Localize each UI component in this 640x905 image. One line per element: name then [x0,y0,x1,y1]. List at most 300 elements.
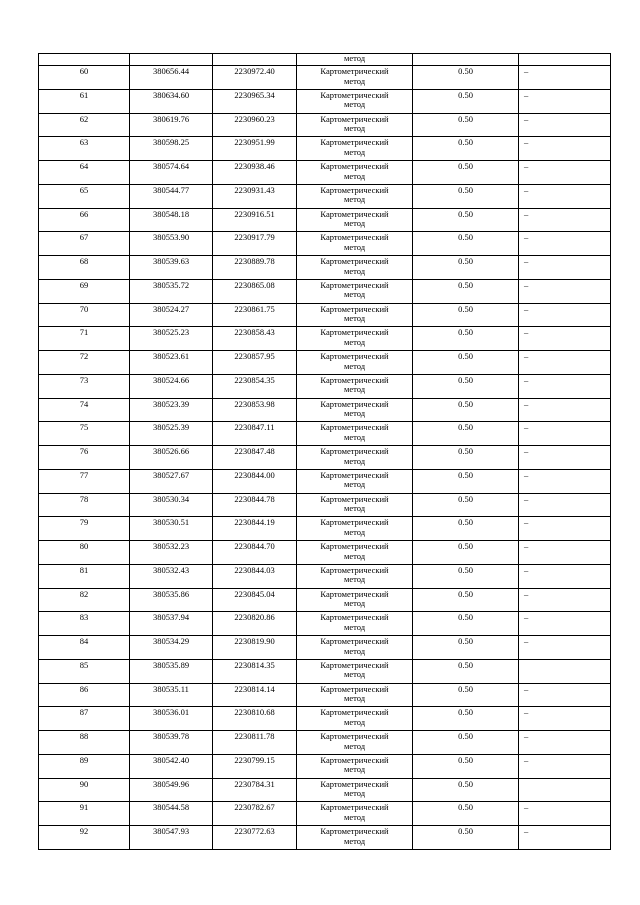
method-line-2: метод [343,764,366,775]
table-row [39,303,611,327]
method-line-2: метод [343,645,366,656]
method-line-1: Картометрический [320,707,389,718]
cell-number: 66 [39,208,130,232]
method-line-1: Картометрический [320,588,389,599]
cell-number: 76 [39,446,130,470]
cell-y: 2230814.35 [213,659,297,683]
cell-x: 380530.51 [130,517,213,541]
cell-number: 92 [39,826,130,850]
table-row [39,754,611,778]
cell-number: 60 [39,66,130,90]
cell-number: 63 [39,137,130,161]
cell-x: 380542.40 [130,754,213,778]
table-row [39,256,611,280]
cell-extra: – [519,161,611,185]
method-line-2: метод [343,75,366,86]
cell-x: 380535.72 [130,279,213,303]
table-row [39,659,611,683]
cell-extra: – [519,517,611,541]
method-line-2: метод [343,313,366,323]
cell-accuracy: 0.50 [413,208,519,232]
cell-y: 2230847.48 [213,446,297,470]
method-line-1: Картометрический [320,541,389,551]
cell-y: 2230784.31 [213,778,297,802]
cell-y: 2230845.04 [213,588,297,612]
method-line-2: метод [343,289,366,300]
cell-accuracy: 0.50 [413,564,519,588]
cell-method [297,184,413,208]
method-line-1: Картометрический [320,826,389,836]
cell-extra: – [519,232,611,256]
cell-x: 380553.90 [130,232,213,256]
method-line-2: метод [343,170,366,181]
cell-extra: – [519,707,611,731]
cell-method [297,351,413,375]
cell-y: 2230889.78 [213,256,297,280]
method-line-2: метод [343,526,366,537]
cell-x: 380532.43 [130,564,213,588]
cell-accuracy: 0.50 [413,802,519,826]
table-row [39,564,611,588]
cell-extra: – [519,588,611,612]
cell-x: 380544.58 [130,802,213,826]
cell-y: 2230865.08 [213,279,297,303]
cell-accuracy: 0.50 [413,89,519,113]
table-row [39,469,611,493]
cell-x: 380523.39 [130,398,213,422]
cell-extra: – [519,327,611,351]
cell-accuracy: 0.50 [413,374,519,398]
table-row [39,89,611,113]
cell-method [297,137,413,161]
table-row [39,279,611,303]
cell-accuracy [413,54,519,66]
method-line-1: Картометрический [320,659,389,670]
cell-method [297,683,413,707]
cell-method [297,493,413,517]
cell-method [297,541,413,565]
table-row [39,826,611,850]
method-line-2: метод [343,835,366,846]
cell-y: 2230844.78 [213,493,297,517]
method-line-2: метод [343,194,366,205]
cell-y: 2230820.86 [213,612,297,636]
cell-y: 2230810.68 [213,707,297,731]
cell-accuracy: 0.50 [413,754,519,778]
cell-y: 2230799.15 [213,754,297,778]
cell-number: 90 [39,778,130,802]
method-line-1: Картометрический [320,327,389,338]
cell-accuracy: 0.50 [413,398,519,422]
cell-extra: – [519,66,611,90]
method-line-2: метод [343,408,366,418]
cell-y: 2230847.11 [213,422,297,446]
method-line-1: Картометрический [320,113,389,124]
table-row [39,232,611,256]
cell-x: 380574.64 [130,161,213,185]
method-line-1: Картометрический [320,208,389,219]
method-line-1: Картометрический [320,802,389,813]
cell-accuracy: 0.50 [413,683,519,707]
cell-accuracy: 0.50 [413,232,519,256]
method-line-1: Картометрический [320,232,389,243]
method-line-2: метод [343,716,366,727]
cell-y: 2230782.67 [213,802,297,826]
table-row [39,446,611,470]
method-line-2: метод [343,621,366,632]
cell-extra: – [519,113,611,137]
cell-accuracy: 0.50 [413,113,519,137]
table-row [39,517,611,541]
cell-accuracy: 0.50 [413,541,519,565]
method-line-2: метод [343,811,366,822]
table-row [39,351,611,375]
cell-method [297,327,413,351]
cell-x: 380526.66 [130,446,213,470]
cell-number: 78 [39,493,130,517]
cell-accuracy: 0.50 [413,636,519,660]
document-page [38,53,610,850]
cell-x: 380634.60 [130,89,213,113]
cell-extra: – [519,754,611,778]
cell-method [297,303,413,327]
cell-number: 72 [39,351,130,375]
cell-number: 75 [39,422,130,446]
method-line-2: метод [343,218,366,228]
cell-x: 380656.44 [130,66,213,90]
cell-method [297,588,413,612]
method-line-1: Картометрический [320,398,389,409]
cell-accuracy: 0.50 [413,517,519,541]
table-row [39,66,611,90]
cell-method [297,446,413,470]
cell-accuracy: 0.50 [413,493,519,517]
table-row-continuation [39,54,611,66]
cell-method [297,232,413,256]
cell-number: 77 [39,469,130,493]
cell-x: 380525.23 [130,327,213,351]
cell-accuracy: 0.50 [413,279,519,303]
cell-number: 64 [39,161,130,185]
cell-extra: – [519,446,611,470]
cell-number: 69 [39,279,130,303]
table-row [39,161,611,185]
cell-number: 70 [39,303,130,327]
cell-y: 2230917.79 [213,232,297,256]
cell-x: 380523.61 [130,351,213,375]
table-row [39,636,611,660]
cell-x: 380619.76 [130,113,213,137]
cell-extra: – [519,279,611,303]
method-line-1: Картометрический [320,469,389,480]
cell-method [297,731,413,755]
cell-method [297,161,413,185]
cell-x: 380598.25 [130,137,213,161]
method-line-1: Картометрический [320,161,389,171]
method-line-2: метод [343,740,366,751]
cell-method [297,612,413,636]
cell-method [297,517,413,541]
method-line-1: Картометрический [320,184,389,195]
method-line-2: метод [343,455,366,466]
cell-accuracy: 0.50 [413,469,519,493]
method-line-1: Картометрический [320,374,389,385]
method-line-2: метод [343,99,366,110]
cell-x: 380549.96 [130,778,213,802]
table-row [39,374,611,398]
table-row [39,184,611,208]
method-line-1: Картометрический [320,66,389,76]
cell-x: 380535.86 [130,588,213,612]
cell-y: 2230931.43 [213,184,297,208]
cell-y: 2230951.99 [213,137,297,161]
cell-method [297,469,413,493]
method-line-2: метод [343,241,366,252]
cell-accuracy: 0.50 [413,588,519,612]
cell-y: 2230844.00 [213,469,297,493]
cell-number: 79 [39,517,130,541]
cell-method: метод [297,54,413,66]
method-line-2: метод [343,360,366,371]
cell-x: 380535.89 [130,659,213,683]
cell-number: 71 [39,327,130,351]
cell-x: 380524.27 [130,303,213,327]
method-line-2: метод [343,669,366,680]
table-row [39,208,611,232]
method-line-2: метод [343,384,366,395]
cell-y: 2230814.14 [213,683,297,707]
cell-x: 380530.34 [130,493,213,517]
cell-accuracy: 0.50 [413,731,519,755]
cell-number: 73 [39,374,130,398]
cell-x: 380532.23 [130,541,213,565]
table-row [39,731,611,755]
cell-method [297,89,413,113]
cell-accuracy: 0.50 [413,707,519,731]
method-line-2: метод [343,479,366,490]
table-row [39,327,611,351]
cell-extra: – [519,541,611,565]
method-line-2: метод [343,550,366,561]
cell-extra: – [519,351,611,375]
method-line-1: Картометрический [320,89,389,100]
cell-y: 2230819.90 [213,636,297,660]
cell-number: 88 [39,731,130,755]
cell-method [297,398,413,422]
cell-number: 67 [39,232,130,256]
cell-extra: – [519,137,611,161]
cell-x: 380536.01 [130,707,213,731]
cell-y: 2230772.63 [213,826,297,850]
cell-number: 87 [39,707,130,731]
cell-accuracy: 0.50 [413,659,519,683]
method-line-2: метод [343,788,366,798]
method-line-1: Картометрический [320,256,389,266]
cell-number: 82 [39,588,130,612]
cell-number: 89 [39,754,130,778]
table-row [39,493,611,517]
cell-extra [519,54,611,66]
cell-method [297,279,413,303]
coordinates-table-body [39,54,611,850]
cell-extra: – [519,683,611,707]
cell-accuracy: 0.50 [413,256,519,280]
cell-method [297,778,413,802]
cell-number: 86 [39,683,130,707]
table-row [39,541,611,565]
cell-accuracy: 0.50 [413,446,519,470]
cell-extra: – [519,398,611,422]
cell-method [297,659,413,683]
table-row [39,707,611,731]
method-line-1: Картометрический [320,493,389,504]
cell-extra: – [519,636,611,660]
table-row [39,802,611,826]
cell-y: 2230916.51 [213,208,297,232]
method-line-2: метод [343,431,366,442]
method-line-1: Картометрический [320,351,389,361]
cell-x: 380539.78 [130,731,213,755]
table-row [39,113,611,137]
cell-method [297,636,413,660]
cell-number: 62 [39,113,130,137]
method-line-2: метод [343,693,366,703]
cell-method [297,707,413,731]
cell-y: 2230861.75 [213,303,297,327]
cell-extra: – [519,493,611,517]
cell-y: 2230858.43 [213,327,297,351]
cell-extra: – [519,184,611,208]
method-line-2: метод [343,336,366,347]
cell-method [297,826,413,850]
cell-extra: – [519,731,611,755]
cell-number: 81 [39,564,130,588]
cell-accuracy: 0.50 [413,422,519,446]
cell-y: 2230857.95 [213,351,297,375]
table-row [39,778,611,802]
cell-x: 380534.29 [130,636,213,660]
cell-number: 61 [39,89,130,113]
cell-x: 380539.63 [130,256,213,280]
cell-method [297,802,413,826]
cell-accuracy: 0.50 [413,612,519,636]
method-line-2: метод [343,123,366,133]
method-line-1: Картометрический [320,683,389,694]
cell-method [297,754,413,778]
table-row [39,612,611,636]
method-line-1: Картометрический [320,636,389,646]
cell-accuracy: 0.50 [413,137,519,161]
cell-accuracy: 0.50 [413,161,519,185]
cell-number: 84 [39,636,130,660]
cell-method [297,256,413,280]
method-line-1: Картометрический [320,564,389,575]
method-line-2: метод [343,598,366,608]
cell-y: 2230844.19 [213,517,297,541]
cell-accuracy: 0.50 [413,778,519,802]
method-line-1: Картометрический [320,137,389,148]
cell-x: 380527.67 [130,469,213,493]
cell-accuracy: 0.50 [413,826,519,850]
cell-extra [519,778,611,802]
table-row [39,422,611,446]
cell-accuracy: 0.50 [413,327,519,351]
table-row [39,683,611,707]
cell-extra: – [519,89,611,113]
cell-number: 83 [39,612,130,636]
coordinates-table [38,53,611,850]
method-line-2: метод [343,503,366,513]
cell-method [297,66,413,90]
cell-extra: – [519,564,611,588]
method-line-1: Картометрический [320,303,389,314]
cell-x: 380544.77 [130,184,213,208]
cell-y: 2230853.98 [213,398,297,422]
cell-number: 85 [39,659,130,683]
cell-number: 74 [39,398,130,422]
method-line-2: метод [343,265,366,276]
cell-extra: – [519,208,611,232]
cell-accuracy: 0.50 [413,303,519,327]
method-line-1: Картометрический [320,778,389,789]
cell-extra: – [519,303,611,327]
cell-number: 68 [39,256,130,280]
cell-x: 380547.93 [130,826,213,850]
cell-number [39,54,130,66]
method-line-2: метод [343,146,366,157]
cell-y: 2230854.35 [213,374,297,398]
cell-x: 380525.39 [130,422,213,446]
table-row [39,137,611,161]
cell-extra: – [519,422,611,446]
cell-number: 80 [39,541,130,565]
cell-number: 91 [39,802,130,826]
cell-x: 380537.94 [130,612,213,636]
cell-method [297,113,413,137]
cell-y: 2230938.46 [213,161,297,185]
method-line-1: Картометрический [320,279,389,290]
cell-y: 2230972.40 [213,66,297,90]
cell-number: 65 [39,184,130,208]
method-line-1: Картометрический [320,517,389,528]
cell-accuracy: 0.50 [413,184,519,208]
table-row [39,588,611,612]
cell-method [297,422,413,446]
cell-y: 2230844.03 [213,564,297,588]
cell-extra: – [519,374,611,398]
cell-x: 380535.11 [130,683,213,707]
cell-x: 380548.18 [130,208,213,232]
cell-extra: – [519,826,611,850]
cell-method [297,564,413,588]
cell-extra: – [519,469,611,493]
method-line-2: метод [343,574,366,585]
cell-extra: – [519,256,611,280]
method-line-1: Картометрический [320,754,389,765]
table-row [39,398,611,422]
method-line-1: Картометрический [320,731,389,741]
cell-method [297,374,413,398]
cell-y: 2230811.78 [213,731,297,755]
cell-method [297,208,413,232]
cell-y: 2230844.70 [213,541,297,565]
method-line-1: Картометрический [320,422,389,433]
method-line-1: Картометрический [320,446,389,456]
cell-extra: – [519,612,611,636]
cell-y: 2230965.34 [213,89,297,113]
cell-accuracy: 0.50 [413,351,519,375]
cell-x: 380524.66 [130,374,213,398]
